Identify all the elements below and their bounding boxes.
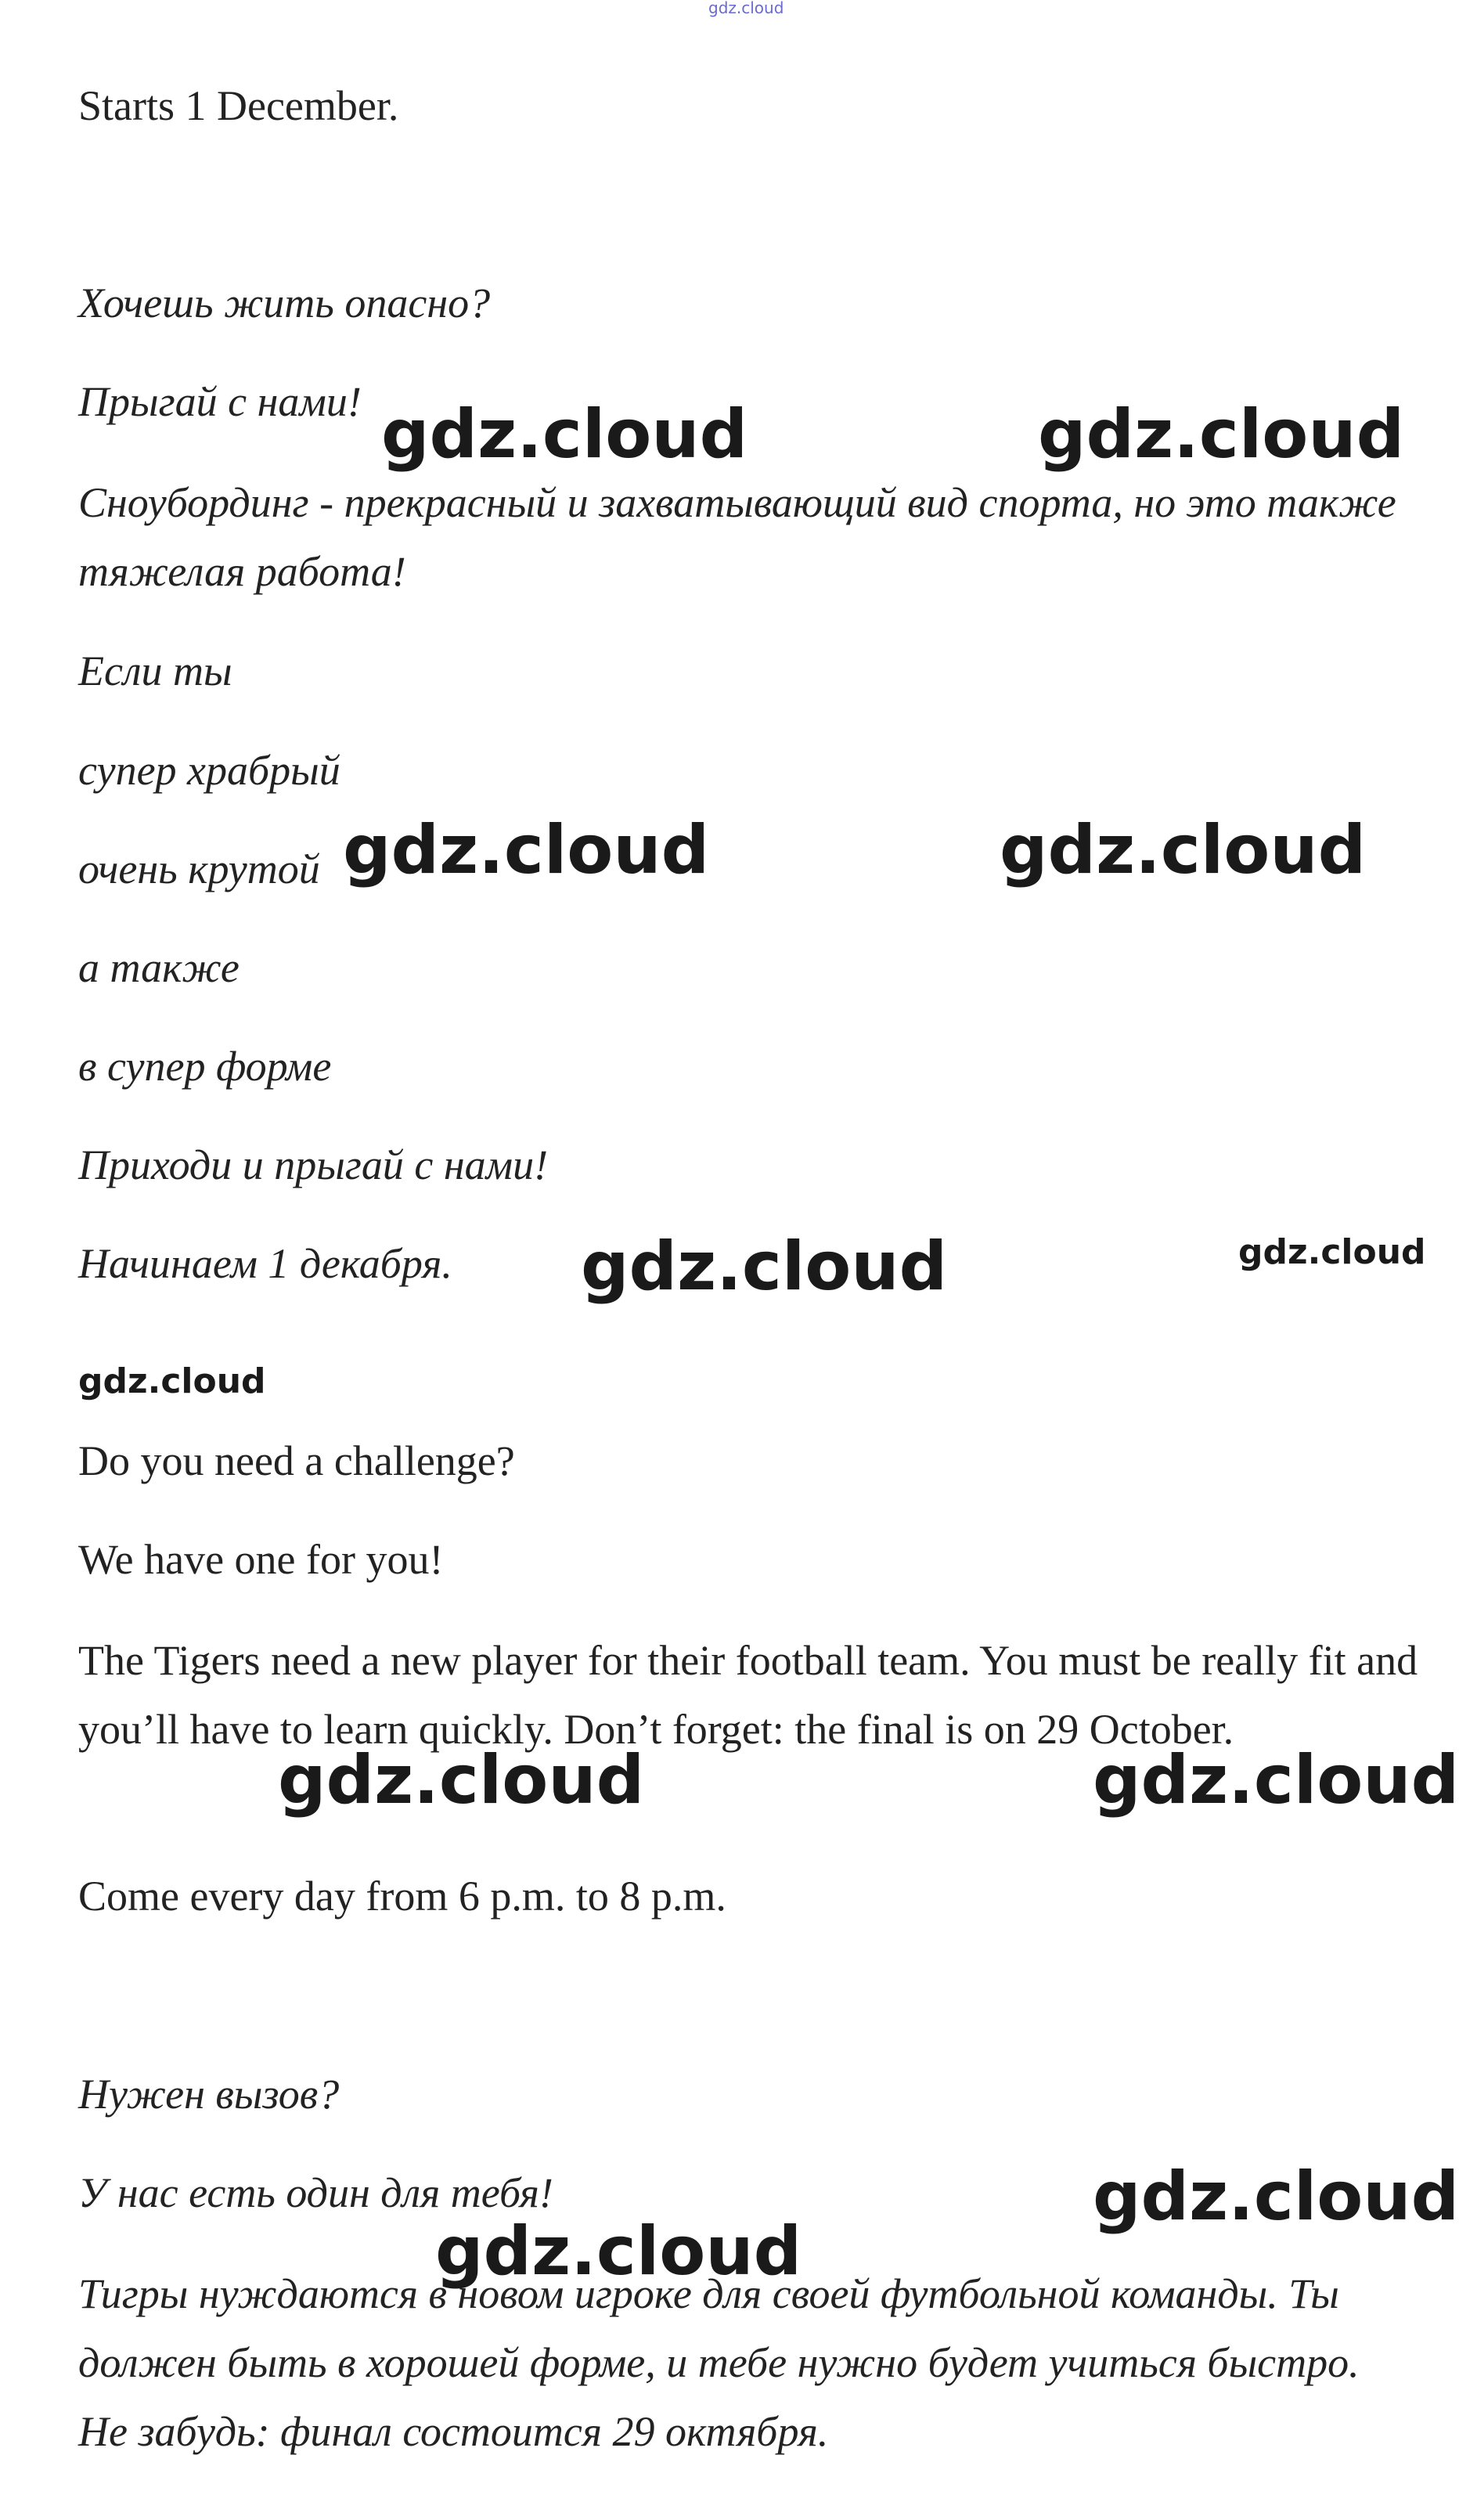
en2-paragraph-3: The Tigers need a new player for their football team. You must be really fit and you’ll have to learn quickly. Don’t forget: the final is on 29 October. (78, 1637, 1418, 1753)
ru1-line-10: Начинаем 1 декабря. (78, 1240, 452, 1287)
watermark: gdz.cloud (1093, 2158, 1460, 2236)
starts-line: Starts 1 December. (78, 82, 399, 129)
ru1-line-4: Если ты (78, 647, 232, 694)
watermark: gdz.cloud (1038, 395, 1405, 474)
watermark: gdz.cloud (1093, 1741, 1460, 1819)
watermark: gdz.cloud (581, 1228, 948, 1306)
ru2-line-1: Нужен вызов? (78, 2071, 340, 2118)
header-watermark: gdz.cloud (708, 0, 784, 17)
watermark: gdz.cloud (435, 2212, 802, 2291)
watermark: gdz.cloud (343, 811, 710, 889)
watermark: gdz.cloud (1000, 811, 1367, 889)
ru1-line-1: Хочешь жить опасно? (78, 279, 491, 326)
ru2-line-2: У нас есть один для тебя! (78, 2169, 553, 2216)
ru1-line-8: в супер форме (78, 1043, 332, 1090)
ru1-line-9: Приходи и прыгай с нами! (78, 1141, 549, 1188)
ru1-paragraph-3: Сноубординг - прекрасный и захватывающий вид спорта, но это также тяжелая работа! (78, 479, 1396, 595)
watermark: gdz.cloud (278, 1741, 645, 1819)
en2-line-4: Come every day from 6 p.m. to 8 p.m. (78, 1873, 726, 1920)
en2-line-2: We have one for you! (78, 1536, 444, 1583)
ru2-paragraph-3: Тигры нуждаются в новом игроке для своей футбольной команды. Ты должен быть в хорошей форме, и тебе нужно будет учиться быстро. Не забудь: финал состоится 29 октября. (78, 2270, 1360, 2455)
watermark: gdz.cloud (1238, 1232, 1426, 1272)
en2-line-1: Do you need a challenge? (78, 1437, 515, 1484)
ru1-line-5: супер храбрый (78, 747, 340, 794)
ru1-line-6: очень крутой (78, 845, 320, 892)
ru1-line-7: а также (78, 944, 240, 991)
watermark: gdz.cloud (381, 395, 748, 474)
watermark: gdz.cloud (78, 1361, 266, 1401)
ru1-line-2: Прыгай с нами! (78, 378, 362, 425)
